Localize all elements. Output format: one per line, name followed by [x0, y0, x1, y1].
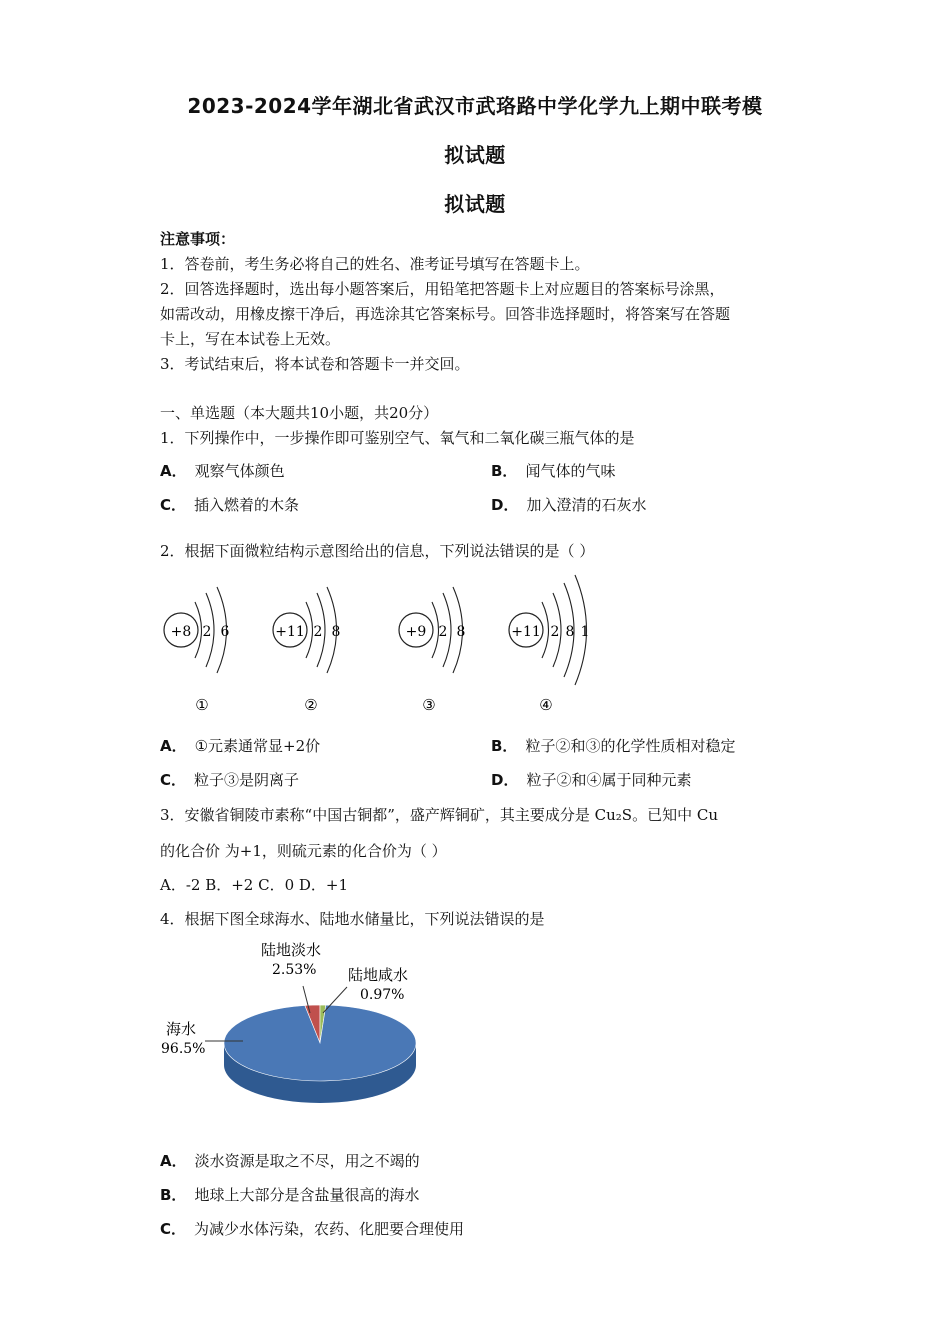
q2-option-a-text: ①元素通常显+2价: [194, 737, 321, 755]
value-fresh-water: 2.53%: [272, 962, 317, 978]
q1-option-c: [160, 494, 299, 515]
q2-option-c-key: C．: [160, 771, 187, 789]
label-land-salt-water: 陆地咸水: [348, 966, 409, 984]
q4-option-c-key: C．: [160, 1220, 187, 1238]
page-title-line2: 拟试题: [444, 143, 506, 167]
q1-option-b-key: B．: [491, 462, 518, 480]
q1-option-a-text: 观察气体颜色: [194, 462, 285, 480]
atom-2-shell-1-electrons: 2: [313, 624, 323, 640]
q1-option-b-text: 闻气体的气味: [525, 462, 616, 480]
water-distribution-pie-chart: [155, 935, 435, 1135]
q3-stem-line1: 3．安徽省铜陵市素称“中国古铜都”，盛产辉铜矿，其主要成分是 Cu₂S。已知中 Cu: [160, 806, 718, 824]
notes-heading: 注意事项：: [160, 230, 236, 248]
atom-structure-diagrams: [150, 565, 620, 725]
label-fresh-water: 陆地淡水: [261, 941, 322, 959]
q3-options: A．-2 B．+2 C．0 D．+1: [160, 876, 349, 894]
q2-option-a: [160, 735, 320, 756]
q2-option-d-text: 粒子②和④属于同种元素: [526, 771, 692, 789]
atom-4-shell-1-electrons: 2: [550, 624, 560, 640]
q2-option-b-text: 粒子②和③的化学性质相对稳定: [525, 737, 736, 755]
q1-stem: 1．下列操作中，一步操作即可鉴别空气、氧气和二氧化碳三瓶气体的是: [160, 429, 635, 447]
q3-stem-line2: 的化合价 为+1，则硫元素的化合价为（ ）: [160, 842, 447, 860]
atom-1: [164, 587, 230, 714]
atom-2-shell-2-electrons: 8: [331, 624, 341, 640]
note-2c: 卡上，写在本试卷上无效。: [160, 330, 341, 348]
section-heading: 一、单选题（本大题共10小题，共20分）: [160, 404, 439, 422]
q2-option-c: [160, 769, 299, 790]
q2-stem: 2．根据下面微粒结构示意图给出的信息，下列说法错误的是（ ）: [160, 542, 595, 560]
atom-3: [399, 587, 465, 714]
atom-2-nucleus-charge: +11: [275, 624, 305, 640]
atom-1-label: ①: [195, 696, 209, 714]
note-1: 1．答卷前，考生务必将自己的姓名、准考证号填写在答题卡上。: [160, 255, 590, 273]
page-title-line1: 2023-2024学年湖北省武汉市武珞路中学化学九上期中联考模: [187, 94, 763, 118]
atom-1-shell-1-electrons: 2: [202, 624, 212, 640]
q4-option-a: [160, 1150, 420, 1171]
pie-slices: [224, 1005, 416, 1081]
atom-4: [509, 575, 589, 714]
atom-4-shell-2-electrons: 8: [565, 624, 575, 640]
q1-option-d: [491, 494, 646, 515]
q2-option-c-text: 粒子③是阴离子: [194, 771, 300, 789]
atom-3-shell-2-electrons: 8: [456, 624, 466, 640]
value-sea-water: 96.5%: [161, 1041, 206, 1057]
q2-option-d: [491, 769, 691, 790]
atom-4-nucleus-charge: +11: [511, 624, 541, 640]
page-title-line3: 拟试题: [444, 192, 506, 216]
atom-1-nucleus-charge: +8: [170, 624, 192, 640]
atom-2-label: ②: [304, 696, 318, 714]
q4-option-b-key: B．: [160, 1186, 187, 1204]
q1-option-a: [160, 460, 285, 481]
q4-option-c: [160, 1218, 464, 1239]
q4-option-b-text: 地球上大部分是含盐量很高的海水: [194, 1186, 420, 1204]
q4-stem: 4．根据下图全球海水、陆地水储量比，下列说法错误的是: [160, 910, 545, 928]
atom-3-label: ③: [422, 696, 436, 714]
q1-option-d-key: D．: [491, 496, 519, 514]
note-3: 3．考试结束后，将本试卷和答题卡一并交回。: [160, 355, 470, 373]
atom-4-shell-3-electrons: 1: [580, 624, 590, 640]
q2-option-d-key: D．: [491, 771, 519, 789]
q4-option-a-text: 淡水资源是取之不尽，用之不竭的: [194, 1152, 420, 1170]
label-sea-water: 海水: [166, 1020, 197, 1038]
atom-3-nucleus-charge: +9: [405, 624, 427, 640]
q4-option-a-key: A．: [160, 1152, 187, 1170]
q1-option-c-text: 插入燃着的木条: [194, 496, 300, 514]
q1-option-d-text: 加入澄清的石灰水: [526, 496, 647, 514]
q2-option-b: [491, 735, 735, 756]
q4-option-c-text: 为减少水体污染，农药、化肥要合理使用: [194, 1220, 465, 1238]
q4-option-b: [160, 1184, 419, 1205]
q1-option-a-key: A．: [160, 462, 187, 480]
value-land-salt-water: 0.97%: [360, 987, 405, 1003]
atom-1-shell-2-electrons: 6: [220, 624, 230, 640]
q1-option-c-key: C．: [160, 496, 187, 514]
atom-3-shell-1-electrons: 2: [438, 624, 448, 640]
atom-4-label: ④: [539, 696, 553, 714]
q2-option-a-key: A．: [160, 737, 187, 755]
q2-option-b-key: B．: [491, 737, 518, 755]
note-2a: 2．回答选择题时，选出每小题答案后，用铅笔把答题卡上对应题目的答案标号涂黑，: [160, 280, 725, 298]
q1-option-b: [491, 460, 615, 481]
atom-2: [273, 587, 340, 714]
note-2b: 如需改动，用橡皮擦干净后，再选涂其它答案标号。回答非选择题时，将答案写在答题: [160, 305, 731, 323]
